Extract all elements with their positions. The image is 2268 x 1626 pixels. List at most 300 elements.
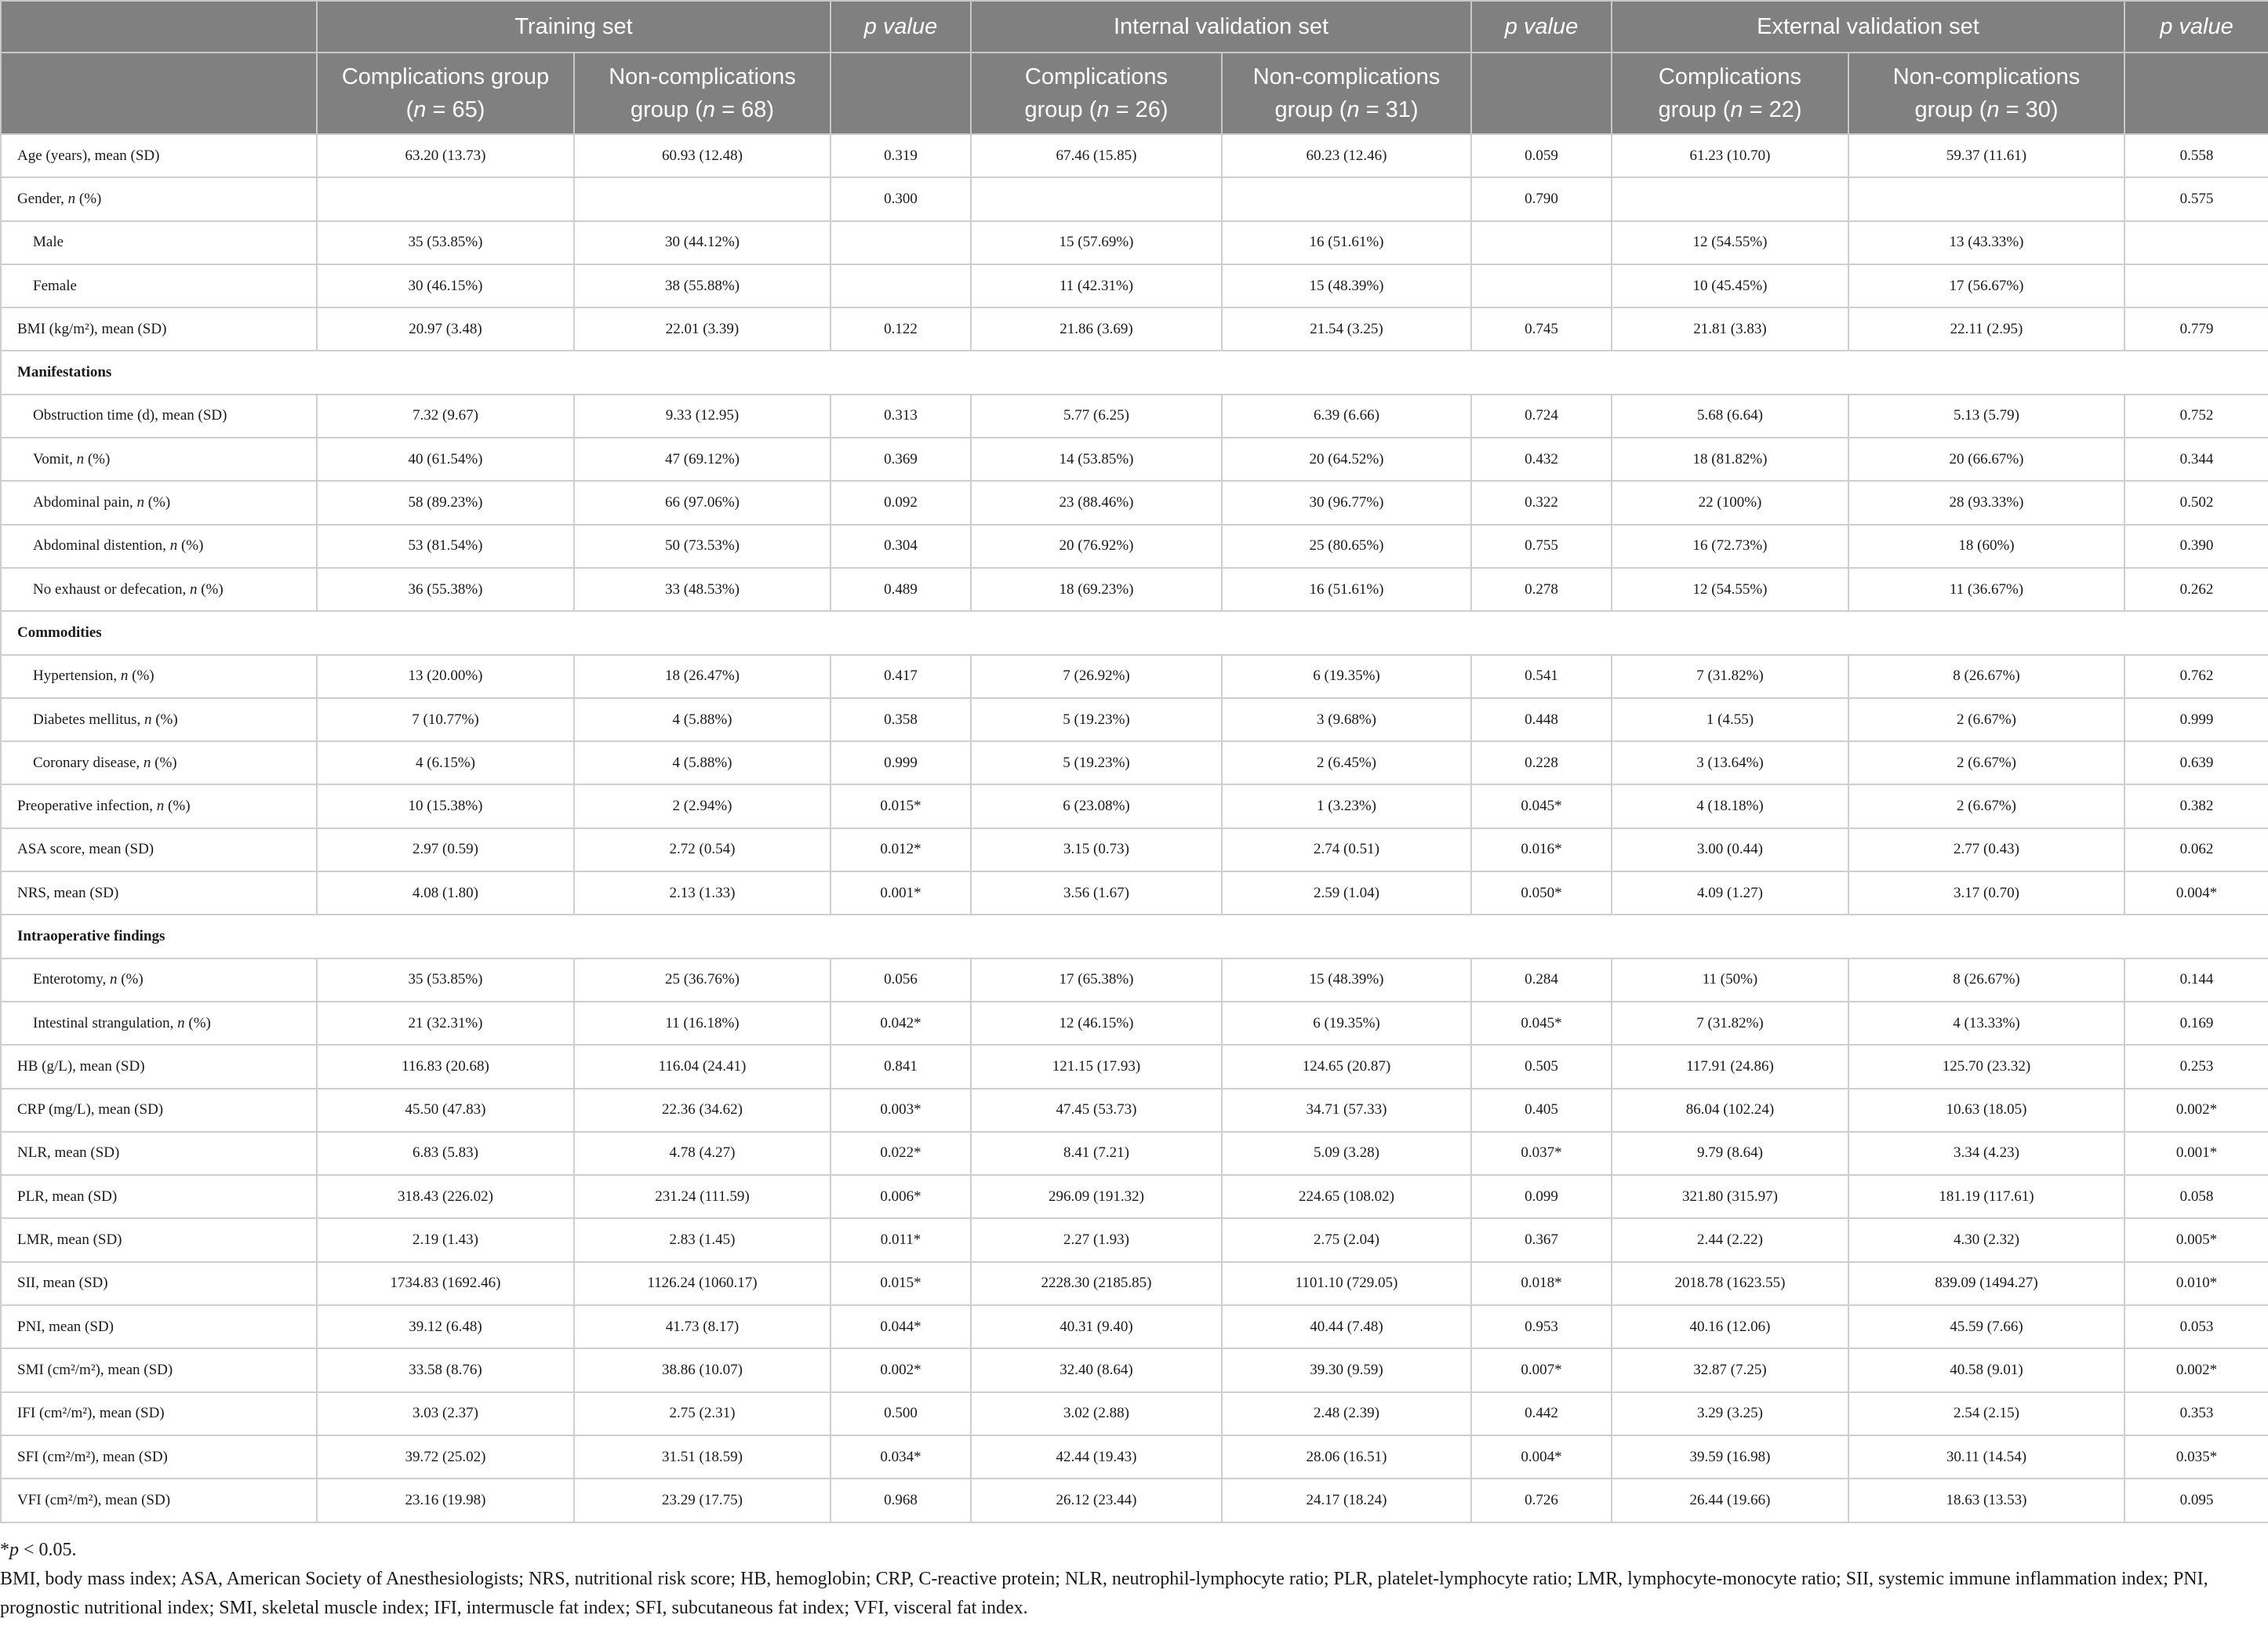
row-label: PNI, mean (SD) [1, 1305, 317, 1348]
p-value-cell: 0.541 [1471, 655, 1612, 698]
subheader-line: Complications group [341, 64, 550, 89]
value-cell: 20.97 (3.48) [317, 307, 574, 351]
p-value-cell: 0.745 [1471, 307, 1612, 351]
value-cell: 16 (51.61%) [1222, 568, 1471, 611]
row-label: Male [1, 221, 317, 264]
p-value-cell: 0.035* [2124, 1435, 2268, 1479]
value-cell: 4 (6.15%) [317, 741, 574, 784]
section-row [1, 611, 2268, 654]
value-cell: 116.83 (20.68) [317, 1045, 574, 1088]
table-row [1, 698, 2268, 741]
value-cell: 40.44 (7.48) [1222, 1305, 1471, 1348]
value-cell: 121.15 (17.93) [971, 1045, 1222, 1088]
value-cell: 18 (81.82%) [1612, 438, 1848, 481]
value-cell: 2.74 (0.51) [1222, 828, 1471, 871]
value-cell: 12 (54.55%) [1612, 221, 1848, 264]
value-cell: 34.71 (57.33) [1222, 1089, 1471, 1132]
value-cell: 2 (6.67%) [1848, 741, 2124, 784]
value-cell: 2228.30 (2185.85) [971, 1262, 1222, 1305]
p-value-cell: 0.037* [1471, 1132, 1612, 1175]
header-p-value: p value [2124, 1, 2268, 53]
value-cell: 8 (26.67%) [1848, 655, 2124, 698]
value-cell: 2.72 (0.54) [574, 828, 831, 871]
table-row [1, 1435, 2268, 1479]
table-header [1, 1, 2268, 134]
p-value-cell: 0.369 [831, 438, 971, 481]
p-value-cell: 0.045* [1471, 784, 1612, 828]
p-value-cell: 0.011* [831, 1218, 971, 1261]
value-cell: 3.00 (0.44) [1612, 828, 1848, 871]
p-value-cell: 0.313 [831, 395, 971, 438]
value-cell: 60.93 (12.48) [574, 134, 831, 177]
value-cell: 40.16 (12.06) [1612, 1305, 1848, 1348]
value-cell: 32.40 (8.64) [971, 1348, 1222, 1391]
value-cell: 3.15 (0.73) [971, 828, 1222, 871]
row-label: Intestinal strangulation, n (%) [1, 1002, 317, 1045]
value-cell: 4 (13.33%) [1848, 1002, 2124, 1045]
p-value-cell: 0.382 [2124, 784, 2268, 828]
value-cell: 5.09 (3.28) [1222, 1132, 1471, 1175]
p-value-cell: 0.056 [831, 959, 971, 1002]
value-cell: 15 (48.39%) [1222, 959, 1471, 1002]
p-value-cell: 0.284 [1471, 959, 1612, 1002]
table-row [1, 784, 2268, 828]
value-cell: 40.58 (9.01) [1848, 1348, 2124, 1391]
value-cell: 12 (54.55%) [1612, 568, 1848, 611]
p-value-cell: 0.953 [1471, 1305, 1612, 1348]
header-p-value: p value [831, 1, 971, 53]
value-cell: 86.04 (102.24) [1612, 1089, 1848, 1132]
value-cell: 59.37 (11.61) [1848, 134, 2124, 177]
value-cell: 2 (6.45%) [1222, 741, 1471, 784]
value-cell: 2.77 (0.43) [1848, 828, 2124, 871]
value-cell: 67.46 (15.85) [971, 134, 1222, 177]
p-value-cell: 0.790 [1471, 177, 1612, 220]
table-row [1, 395, 2268, 438]
value-cell: 18 (26.47%) [574, 655, 831, 698]
value-cell: 21 (32.31%) [317, 1002, 574, 1045]
p-value-cell: 0.442 [1471, 1392, 1612, 1435]
section-label: Intraoperative findings [1, 915, 2268, 958]
table-row [1, 655, 2268, 698]
p-value-cell: 0.012* [831, 828, 971, 871]
value-cell: 23.16 (19.98) [317, 1479, 574, 1522]
value-cell: 39.12 (6.48) [317, 1305, 574, 1348]
subheader-line: Non-complications [1252, 64, 1441, 89]
p-value-cell: 0.007* [1471, 1348, 1612, 1391]
p-value-cell [831, 264, 971, 307]
value-cell: 13 (43.33%) [1848, 221, 2124, 264]
p-value-cell: 0.300 [831, 177, 971, 220]
p-value-cell [2124, 221, 2268, 264]
value-cell: 36 (55.38%) [317, 568, 574, 611]
value-cell [317, 177, 574, 220]
section-row [1, 351, 2268, 394]
p-value-cell: 0.841 [831, 1045, 971, 1088]
value-cell: 13 (20.00%) [317, 655, 574, 698]
p-value-cell: 0.358 [831, 698, 971, 741]
p-value-cell: 0.319 [831, 134, 971, 177]
value-cell: 7 (31.82%) [1612, 655, 1848, 698]
value-cell: 21.86 (3.69) [971, 307, 1222, 351]
p-value-cell: 0.779 [2124, 307, 2268, 351]
value-cell: 30 (46.15%) [317, 264, 574, 307]
table-row [1, 481, 2268, 524]
subheader-line: Complications [1658, 64, 1802, 89]
p-value-cell: 0.489 [831, 568, 971, 611]
table-row [1, 1002, 2268, 1045]
value-cell: 7 (26.92%) [971, 655, 1222, 698]
p-value-cell: 0.010* [2124, 1262, 2268, 1305]
p-value-cell: 0.353 [2124, 1392, 2268, 1435]
p-value-cell: 0.092 [831, 481, 971, 524]
p-value-cell: 0.968 [831, 1479, 971, 1522]
subheader-line: Non-complications [1892, 64, 2081, 89]
p-value-cell: 0.059 [1471, 134, 1612, 177]
value-cell: 5.77 (6.25) [971, 395, 1222, 438]
table-row [1, 1175, 2268, 1218]
value-cell: 23 (88.46%) [971, 481, 1222, 524]
value-cell: 20 (64.52%) [1222, 438, 1471, 481]
value-cell: 2.19 (1.43) [317, 1218, 574, 1261]
value-cell: 22.36 (34.62) [574, 1089, 831, 1132]
value-cell: 3.34 (4.23) [1848, 1132, 2124, 1175]
value-cell: 7 (31.82%) [1612, 1002, 1848, 1045]
value-cell: 3.56 (1.67) [971, 871, 1222, 915]
p-value-cell: 0.417 [831, 655, 971, 698]
p-value-cell: 0.004* [2124, 871, 2268, 915]
row-label: No exhaust or defecation, n (%) [1, 568, 317, 611]
value-cell: 31.51 (18.59) [574, 1435, 831, 1479]
value-cell: 45.59 (7.66) [1848, 1305, 2124, 1348]
value-cell: 21.81 (3.83) [1612, 307, 1848, 351]
p-value-cell: 0.344 [2124, 438, 2268, 481]
table-row [1, 741, 2268, 784]
value-cell: 39.30 (9.59) [1222, 1348, 1471, 1391]
value-cell: 45.50 (47.83) [317, 1089, 574, 1132]
p-value-cell: 0.755 [1471, 525, 1612, 568]
p-value-cell: 0.001* [2124, 1132, 2268, 1175]
subheader-line: group (n = 31) [1274, 97, 1419, 122]
value-cell: 38 (55.88%) [574, 264, 831, 307]
table-row [1, 1305, 2268, 1348]
subheader-training-complications [317, 53, 574, 134]
value-cell: 18 (69.23%) [971, 568, 1222, 611]
value-cell: 181.19 (117.61) [1848, 1175, 2124, 1218]
value-cell: 22.01 (3.39) [574, 307, 831, 351]
p-value-cell: 0.022* [831, 1132, 971, 1175]
value-cell: 16 (51.61%) [1222, 221, 1471, 264]
row-label: NLR, mean (SD) [1, 1132, 317, 1175]
table-row [1, 221, 2268, 264]
value-cell: 60.23 (12.46) [1222, 134, 1471, 177]
p-value-cell: 0.502 [2124, 481, 2268, 524]
value-cell: 11 (42.31%) [971, 264, 1222, 307]
value-cell: 1126.24 (1060.17) [574, 1262, 831, 1305]
p-value-cell: 0.050* [1471, 871, 1612, 915]
row-label: Female [1, 264, 317, 307]
table-row [1, 1132, 2268, 1175]
value-cell: 28.06 (16.51) [1222, 1435, 1471, 1479]
value-cell: 2 (6.67%) [1848, 784, 2124, 828]
table-row [1, 177, 2268, 220]
value-cell: 58 (89.23%) [317, 481, 574, 524]
p-value-cell: 0.558 [2124, 134, 2268, 177]
table-row [1, 525, 2268, 568]
value-cell: 6.83 (5.83) [317, 1132, 574, 1175]
value-cell: 21.54 (3.25) [1222, 307, 1471, 351]
header-p-value: p value [1471, 1, 1612, 53]
subheader-line: group (n = 26) [1024, 97, 1169, 122]
subheader-line: Non-complications [609, 64, 796, 89]
row-label: Abdominal pain, n (%) [1, 481, 317, 524]
value-cell: 25 (36.76%) [574, 959, 831, 1002]
value-cell: 23.29 (17.75) [574, 1479, 831, 1522]
table-row [1, 1479, 2268, 1522]
value-cell: 2.97 (0.59) [317, 828, 574, 871]
p-value-cell: 0.762 [2124, 655, 2268, 698]
value-cell: 18.63 (13.53) [1848, 1479, 2124, 1522]
value-cell: 231.24 (111.59) [574, 1175, 831, 1218]
row-label: VFI (cm²/m²), mean (SD) [1, 1479, 317, 1522]
value-cell: 47.45 (53.73) [971, 1089, 1222, 1132]
value-cell: 12 (46.15%) [971, 1002, 1222, 1045]
value-cell: 296.09 (191.32) [971, 1175, 1222, 1218]
p-value-cell: 0.015* [831, 1262, 971, 1305]
value-cell: 33.58 (8.76) [317, 1348, 574, 1391]
value-cell: 28 (93.33%) [1848, 481, 2124, 524]
row-label: SFI (cm²/m²), mean (SD) [1, 1435, 317, 1479]
subheader-line: Complications [1024, 64, 1169, 89]
row-label: Preoperative infection, n (%) [1, 784, 317, 828]
value-cell: 17 (65.38%) [971, 959, 1222, 1002]
row-label: BMI (kg/m²), mean (SD) [1, 307, 317, 351]
value-cell: 11 (36.67%) [1848, 568, 2124, 611]
table-footnotes [0, 1536, 2259, 1623]
p-value-cell [1471, 264, 1612, 307]
section-row [1, 915, 2268, 958]
value-cell: 318.43 (226.02) [317, 1175, 574, 1218]
value-cell: 40.31 (9.40) [971, 1305, 1222, 1348]
value-cell: 20 (76.92%) [971, 525, 1222, 568]
value-cell: 839.09 (1494.27) [1848, 1262, 2124, 1305]
p-value-cell: 0.016* [1471, 828, 1612, 871]
p-value-cell: 0.262 [2124, 568, 2268, 611]
p-value-cell: 0.099 [1471, 1175, 1612, 1218]
value-cell: 9.79 (8.64) [1612, 1132, 1848, 1175]
p-value-cell: 0.144 [2124, 959, 2268, 1002]
value-cell: 39.59 (16.98) [1612, 1435, 1848, 1479]
value-cell: 41.73 (8.17) [574, 1305, 831, 1348]
value-cell: 9.33 (12.95) [574, 395, 831, 438]
value-cell: 17 (56.67%) [1848, 264, 2124, 307]
p-value-cell: 0.639 [2124, 741, 2268, 784]
value-cell: 30 (96.77%) [1222, 481, 1471, 524]
p-value-cell: 0.004* [1471, 1435, 1612, 1479]
value-cell: 35 (53.85%) [317, 221, 574, 264]
value-cell: 116.04 (24.41) [574, 1045, 831, 1088]
subheader-line: group (n = 30) [1914, 97, 2059, 122]
p-value-cell: 0.062 [2124, 828, 2268, 871]
value-cell: 4.08 (1.80) [317, 871, 574, 915]
value-cell: 4.78 (4.27) [574, 1132, 831, 1175]
value-cell: 10.63 (18.05) [1848, 1089, 2124, 1132]
row-label: IFI (cm²/m²), mean (SD) [1, 1392, 317, 1435]
value-cell: 4.09 (1.27) [1612, 871, 1848, 915]
p-value-cell: 0.045* [1471, 1002, 1612, 1045]
p-value-cell: 0.058 [2124, 1175, 2268, 1218]
value-cell: 5 (19.23%) [971, 698, 1222, 741]
value-cell: 5 (19.23%) [971, 741, 1222, 784]
p-value-cell: 0.278 [1471, 568, 1612, 611]
p-value-cell: 0.367 [1471, 1218, 1612, 1261]
value-cell: 124.65 (20.87) [1222, 1045, 1471, 1088]
value-cell: 3 (9.68%) [1222, 698, 1471, 741]
value-cell: 125.70 (23.32) [1848, 1045, 2124, 1088]
value-cell [971, 177, 1222, 220]
value-cell: 1 (3.23%) [1222, 784, 1471, 828]
value-cell: 321.80 (315.97) [1612, 1175, 1848, 1218]
table-row [1, 828, 2268, 871]
p-value-cell: 0.304 [831, 525, 971, 568]
section-label: Manifestations [1, 351, 2268, 394]
value-cell: 4 (5.88%) [574, 741, 831, 784]
table-row [1, 1262, 2268, 1305]
value-cell: 50 (73.53%) [574, 525, 831, 568]
row-label: NRS, mean (SD) [1, 871, 317, 915]
p-value-cell: 0.042* [831, 1002, 971, 1045]
value-cell: 11 (16.18%) [574, 1002, 831, 1045]
value-cell: 15 (57.69%) [971, 221, 1222, 264]
value-cell: 2.48 (2.39) [1222, 1392, 1471, 1435]
value-cell: 22 (100%) [1612, 481, 1848, 524]
value-cell: 26.44 (19.66) [1612, 1479, 1848, 1522]
p-value-cell [831, 221, 971, 264]
value-cell: 3.03 (2.37) [317, 1392, 574, 1435]
p-value-cell: 0.405 [1471, 1089, 1612, 1132]
value-cell: 2.13 (1.33) [574, 871, 831, 915]
p-value-cell: 0.034* [831, 1435, 971, 1479]
value-cell: 26.12 (23.44) [971, 1479, 1222, 1522]
p-value-cell: 0.005* [2124, 1218, 2268, 1261]
value-cell: 38.86 (10.07) [574, 1348, 831, 1391]
row-label: CRP (mg/L), mean (SD) [1, 1089, 317, 1132]
p-value-cell: 0.002* [831, 1348, 971, 1391]
table-row [1, 1218, 2268, 1261]
footnote-significance: *p < 0.05. [0, 1540, 77, 1560]
subheader-internal-non-complications [1222, 53, 1471, 134]
value-cell: 30.11 (14.54) [1848, 1435, 2124, 1479]
header-blank [1, 53, 317, 134]
header-internal-validation-set: Internal validation set [971, 1, 1471, 53]
value-cell: 6.39 (6.66) [1222, 395, 1471, 438]
row-label: Obstruction time (d), mean (SD) [1, 395, 317, 438]
row-label: Hypertension, n (%) [1, 655, 317, 698]
value-cell: 4 (18.18%) [1612, 784, 1848, 828]
p-value-cell: 0.575 [2124, 177, 2268, 220]
row-label: Age (years), mean (SD) [1, 134, 317, 177]
value-cell: 20 (66.67%) [1848, 438, 2124, 481]
table-row [1, 1089, 2268, 1132]
value-cell: 6 (19.35%) [1222, 655, 1471, 698]
p-value-cell: 0.999 [831, 741, 971, 784]
p-value-cell: 0.001* [831, 871, 971, 915]
value-cell: 2.75 (2.31) [574, 1392, 831, 1435]
table-body [1, 134, 2268, 1522]
p-value-cell: 0.095 [2124, 1479, 2268, 1522]
value-cell: 10 (45.45%) [1612, 264, 1848, 307]
p-value-cell: 0.390 [2124, 525, 2268, 568]
row-label: SII, mean (SD) [1, 1262, 317, 1305]
table-row [1, 1045, 2268, 1088]
subheader-internal-complications [971, 53, 1222, 134]
table-row [1, 568, 2268, 611]
value-cell: 1734.83 (1692.46) [317, 1262, 574, 1305]
p-value-cell: 0.999 [2124, 698, 2268, 741]
p-value-cell: 0.015* [831, 784, 971, 828]
table-row [1, 134, 2268, 177]
value-cell: 2.59 (1.04) [1222, 871, 1471, 915]
value-cell: 224.65 (108.02) [1222, 1175, 1471, 1218]
row-label: LMR, mean (SD) [1, 1218, 317, 1261]
value-cell: 61.23 (10.70) [1612, 134, 1848, 177]
value-cell: 25 (80.65%) [1222, 525, 1471, 568]
value-cell: 5.13 (5.79) [1848, 395, 2124, 438]
value-cell: 22.11 (2.95) [1848, 307, 2124, 351]
value-cell: 11 (50%) [1612, 959, 1848, 1002]
value-cell: 7 (10.77%) [317, 698, 574, 741]
value-cell: 53 (81.54%) [317, 525, 574, 568]
value-cell: 6 (23.08%) [971, 784, 1222, 828]
p-value-cell: 0.432 [1471, 438, 1612, 481]
p-value-cell: 0.500 [831, 1392, 971, 1435]
table-row [1, 307, 2268, 351]
value-cell [1612, 177, 1848, 220]
section-label: Commodities [1, 611, 2268, 654]
p-value-cell: 0.253 [2124, 1045, 2268, 1088]
row-label: ASA score, mean (SD) [1, 828, 317, 871]
table-row [1, 1348, 2268, 1391]
p-value-cell: 0.003* [831, 1089, 971, 1132]
p-value-cell: 0.002* [2124, 1348, 2268, 1391]
p-value-cell: 0.006* [831, 1175, 971, 1218]
value-cell: 5.68 (6.64) [1612, 395, 1848, 438]
value-cell: 14 (53.85%) [971, 438, 1222, 481]
value-cell: 24.17 (18.24) [1222, 1479, 1471, 1522]
row-label: PLR, mean (SD) [1, 1175, 317, 1218]
value-cell: 47 (69.12%) [574, 438, 831, 481]
value-cell [1848, 177, 2124, 220]
table-row [1, 959, 2268, 1002]
subheader-training-non-complications [574, 53, 831, 134]
value-cell: 1101.10 (729.05) [1222, 1262, 1471, 1305]
p-value-cell: 0.505 [1471, 1045, 1612, 1088]
header-training-set: Training set [317, 1, 831, 53]
value-cell: 4 (5.88%) [574, 698, 831, 741]
value-cell: 2.44 (2.22) [1612, 1218, 1848, 1261]
row-label: Vomit, n (%) [1, 438, 317, 481]
p-value-cell [1471, 221, 1612, 264]
header-external-validation-set: External validation set [1612, 1, 2124, 53]
value-cell: 66 (97.06%) [574, 481, 831, 524]
subheader-line: group (n = 22) [1658, 97, 1802, 122]
value-cell: 2 (2.94%) [574, 784, 831, 828]
value-cell: 42.44 (19.43) [971, 1435, 1222, 1479]
row-label: SMI (cm²/m²), mean (SD) [1, 1348, 317, 1391]
subheader-line: group (n = 68) [631, 97, 774, 122]
value-cell: 2018.78 (1623.55) [1612, 1262, 1848, 1305]
value-cell: 40 (61.54%) [317, 438, 574, 481]
